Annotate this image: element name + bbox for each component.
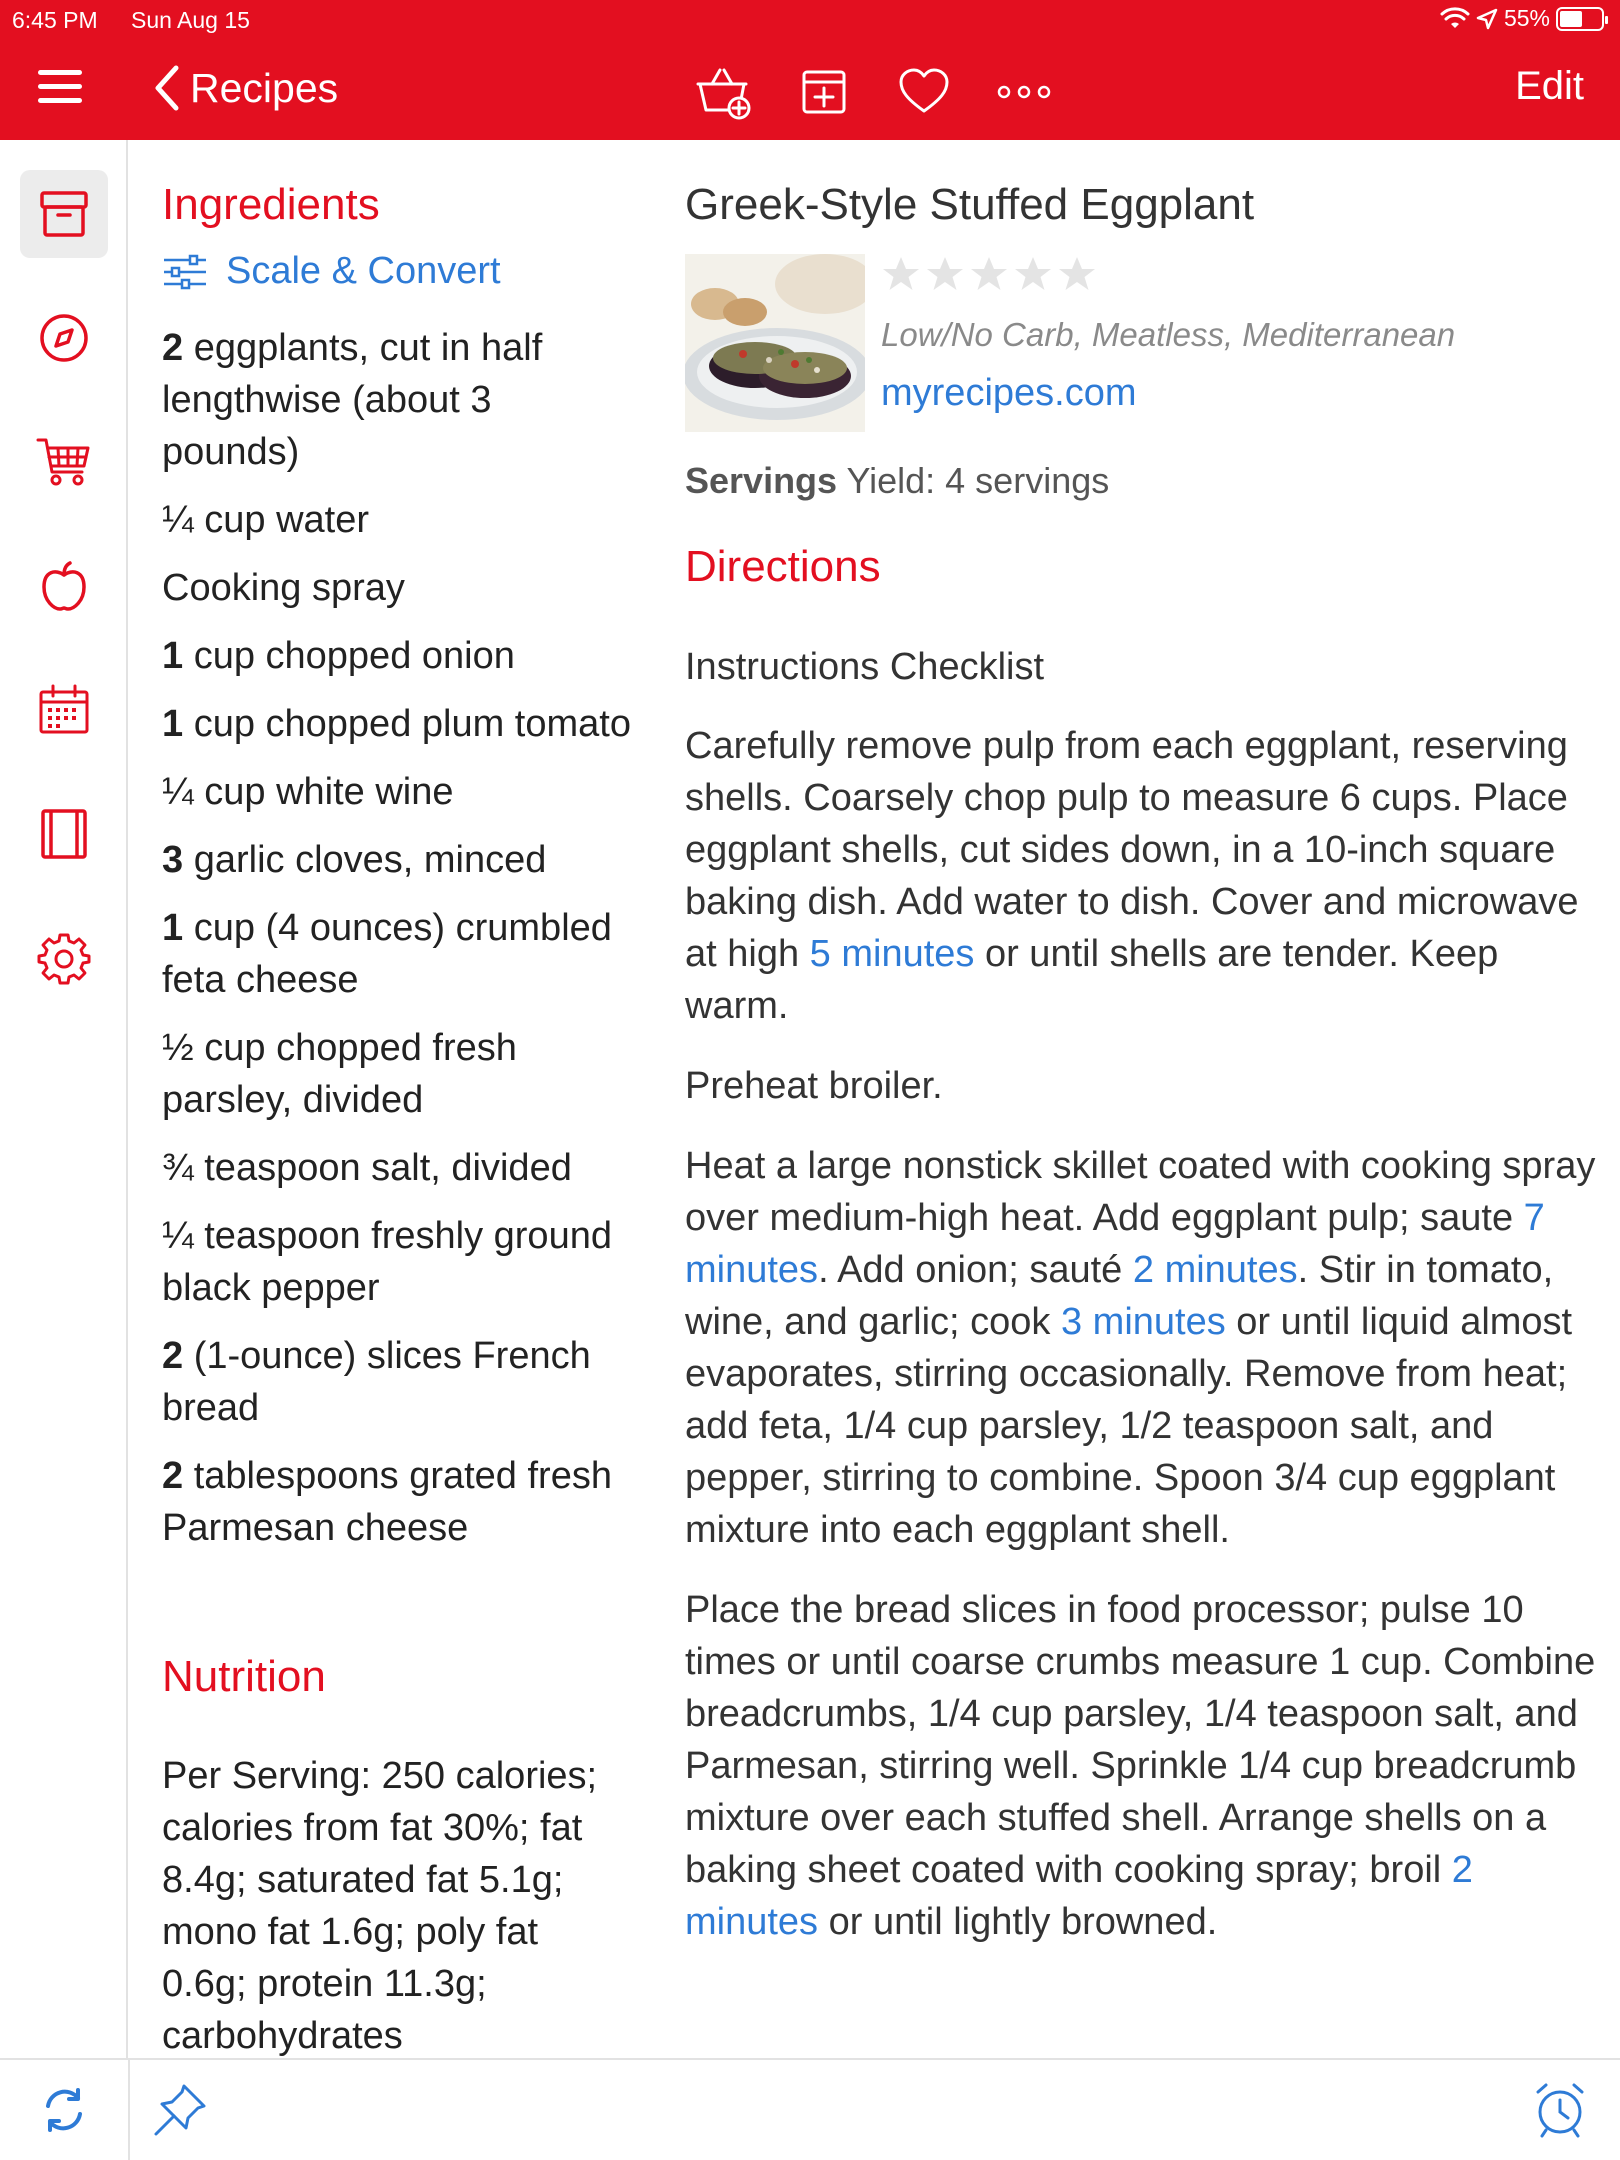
sidebar bbox=[0, 140, 128, 2060]
ingredient-quantity: 1 bbox=[162, 703, 184, 745]
meal-planner-calendar-icon[interactable] bbox=[20, 666, 108, 754]
ingredient-quantity: 1 bbox=[162, 635, 184, 677]
ingredient-text: cup (4 ounces) crumbled feta cheese bbox=[162, 907, 612, 1001]
ingredient-text: ½ cup chopped fresh parsley, divided bbox=[162, 1027, 517, 1121]
status-time: 6:45 PM bbox=[12, 7, 98, 33]
recipe-title: Greek-Style Stuffed Eggplant bbox=[685, 180, 1255, 229]
step-text: Carefully remove pulp from each eggplant, reserving shells. Coarsely chop pulp to measure 6 cups. Place eggplant shells, cut sides down, in a 10-inch square baking dish. Add water to dish. Cover and microwave at high bbox=[685, 725, 1579, 975]
ingredient-quantity: 2 bbox=[162, 327, 184, 369]
ingredient-text: cup chopped onion bbox=[183, 635, 515, 677]
battery-icon bbox=[1556, 7, 1604, 31]
ingredient-item[interactable] bbox=[162, 1022, 632, 1126]
ingredient-text: cup chopped plum tomato bbox=[183, 703, 631, 745]
navigation-bar bbox=[0, 40, 1620, 140]
directions-steps bbox=[685, 720, 1600, 1976]
edit-button[interactable]: Edit bbox=[1515, 64, 1584, 108]
step-text: Place the bread slices in food processor; pulse 10 times or until coarse crumbs measure 1 cup. Combine breadcrumbs, 1/4 cup parsley, 1/4 teaspoon salt, and Parmesan, stirring well. Sprinkle 1/4 cup breadcrumb mixture over each stuffed shell. Arrange shells on a baking sheet coated with cooking spray; broil bbox=[685, 1589, 1596, 1891]
sliders-icon bbox=[162, 252, 208, 292]
status-date: Sun Aug 15 bbox=[131, 7, 250, 33]
instructions-checklist-label: Instructions Checklist bbox=[685, 646, 1045, 688]
direction-step[interactable] bbox=[685, 1060, 1600, 1112]
status-right bbox=[1440, 5, 1604, 32]
scale-convert-label: Scale & Convert bbox=[226, 250, 501, 292]
bottom-divider bbox=[128, 2058, 130, 2160]
timer-link[interactable]: 7 minutes bbox=[685, 1197, 1545, 1291]
timer-link[interactable]: 5 minutes bbox=[809, 933, 975, 975]
settings-gear-icon[interactable] bbox=[20, 914, 108, 1002]
timer-alarm-icon[interactable] bbox=[1530, 2080, 1590, 2140]
ingredient-quantity: 2 bbox=[162, 1335, 184, 1377]
ingredient-text: garlic cloves, minced bbox=[183, 839, 547, 881]
step-text: . Stir in tomato, wine, and garlic; cook bbox=[685, 1249, 1554, 1343]
ingredient-item[interactable] bbox=[162, 1330, 632, 1434]
ingredient-item[interactable] bbox=[162, 902, 632, 1006]
status-bar bbox=[0, 0, 1620, 40]
explore-compass-icon[interactable] bbox=[20, 294, 108, 382]
ingredient-item[interactable] bbox=[162, 630, 632, 682]
ingredient-item[interactable] bbox=[162, 834, 632, 886]
add-to-basket-icon[interactable] bbox=[692, 60, 756, 124]
pin-icon[interactable] bbox=[150, 2080, 210, 2140]
favorite-heart-icon[interactable] bbox=[892, 60, 956, 124]
ingredient-quantity: 3 bbox=[162, 839, 184, 881]
cookbooks-icon[interactable] bbox=[20, 790, 108, 878]
direction-step[interactable] bbox=[685, 1140, 1600, 1556]
bottom-toolbar bbox=[0, 2058, 1620, 2160]
rating-stars[interactable] bbox=[881, 254, 1097, 294]
ingredient-item[interactable] bbox=[162, 766, 632, 818]
ingredient-quantity: 1 bbox=[162, 907, 184, 949]
location-arrow-icon bbox=[1476, 8, 1498, 30]
directions-heading: Directions bbox=[685, 542, 881, 591]
star-icon[interactable] bbox=[1013, 254, 1053, 294]
back-button[interactable] bbox=[150, 64, 338, 112]
step-text: . Add onion; sauté bbox=[818, 1249, 1133, 1291]
top-bar bbox=[0, 0, 1620, 140]
ingredient-text: ¼ teaspoon freshly ground black pepper bbox=[162, 1215, 612, 1309]
ingredients-heading: Ingredients bbox=[162, 180, 380, 229]
battery-percent: 55% bbox=[1503, 5, 1550, 31]
menu-icon[interactable] bbox=[38, 70, 82, 110]
ingredient-text: ¾ teaspoon salt, divided bbox=[162, 1147, 572, 1189]
ingredient-quantity: 2 bbox=[162, 1455, 184, 1497]
add-to-plan-icon[interactable] bbox=[792, 60, 856, 124]
timer-link[interactable]: 3 minutes bbox=[1060, 1301, 1226, 1343]
scale-convert-button[interactable] bbox=[162, 250, 501, 293]
ingredient-text: eggplants, cut in half lengthwise (about 3 pounds) bbox=[162, 327, 543, 473]
direction-step[interactable] bbox=[685, 1584, 1600, 1948]
recipe-source-link[interactable]: myrecipes.com bbox=[881, 372, 1137, 414]
direction-step[interactable] bbox=[685, 720, 1600, 1032]
ingredient-item[interactable] bbox=[162, 698, 632, 750]
nutrition-text: Per Serving: 250 calories; calories from fat 30%; fat 8.4g; saturated fat 5.1g; mono fat 1.6g; poly fat 0.6g; protein 11.3g; carbohydrates bbox=[162, 1755, 598, 2057]
recipe-box-icon[interactable] bbox=[20, 170, 108, 258]
star-icon[interactable] bbox=[925, 254, 965, 294]
step-text: or until lightly browned. bbox=[818, 1901, 1218, 1943]
chevron-left-icon bbox=[150, 64, 184, 112]
ingredient-text: (1-ounce) slices French bread bbox=[162, 1335, 591, 1429]
wifi-icon bbox=[1440, 7, 1470, 31]
ingredient-item[interactable] bbox=[162, 322, 632, 478]
recipe-photo[interactable] bbox=[685, 254, 865, 432]
step-text: Heat a large nonstick skillet coated with cooking spray over medium-high heat. Add eggplant pulp; saute bbox=[685, 1145, 1596, 1239]
servings-value: Yield: 4 servings bbox=[846, 460, 1110, 501]
star-icon[interactable] bbox=[881, 254, 921, 294]
more-options-icon[interactable] bbox=[992, 60, 1056, 124]
ingredients-panel bbox=[162, 140, 632, 2058]
servings-line bbox=[685, 460, 1109, 502]
grocery-cart-icon[interactable] bbox=[20, 418, 108, 506]
servings-label: Servings bbox=[685, 460, 838, 501]
ingredient-text: ¼ cup water bbox=[162, 499, 369, 541]
recipe-categories: Low/No Carb, Meatless, Mediterranean bbox=[881, 316, 1456, 353]
timer-link[interactable]: 2 minutes bbox=[685, 1849, 1473, 1943]
ingredient-list bbox=[162, 322, 632, 1570]
timer-link[interactable]: 2 minutes bbox=[1132, 1249, 1298, 1291]
ingredient-item[interactable] bbox=[162, 494, 632, 546]
star-icon[interactable] bbox=[1057, 254, 1097, 294]
step-text: Preheat broiler. bbox=[685, 1065, 943, 1107]
ingredient-item[interactable] bbox=[162, 1142, 632, 1194]
nutrition-heading: Nutrition bbox=[162, 1652, 326, 1701]
recipe-panel bbox=[685, 140, 1600, 2058]
sync-icon[interactable] bbox=[38, 2084, 90, 2136]
star-icon[interactable] bbox=[969, 254, 1009, 294]
ingredient-text: Cooking spray bbox=[162, 567, 405, 609]
ingredient-text: tablespoons grated fresh Parmesan cheese bbox=[162, 1455, 612, 1549]
pantry-apple-icon[interactable] bbox=[20, 542, 108, 630]
back-label: Recipes bbox=[190, 64, 339, 111]
step-text: or until liquid almost evaporates, stirring occasionally. Remove from heat; add feta, 1/4 cup parsley, 1/2 teaspoon salt, and pepper, stirring to combine. Spoon 3/4 cup eggplant mixture into each eggplant shell. bbox=[685, 1301, 1573, 1551]
ingredient-item[interactable] bbox=[162, 562, 632, 614]
ingredient-item[interactable] bbox=[162, 1210, 632, 1314]
ingredient-item[interactable] bbox=[162, 1450, 632, 1554]
ingredient-text: ¼ cup white wine bbox=[162, 771, 454, 813]
step-text: or until shells are tender. Keep warm. bbox=[685, 933, 1499, 1027]
